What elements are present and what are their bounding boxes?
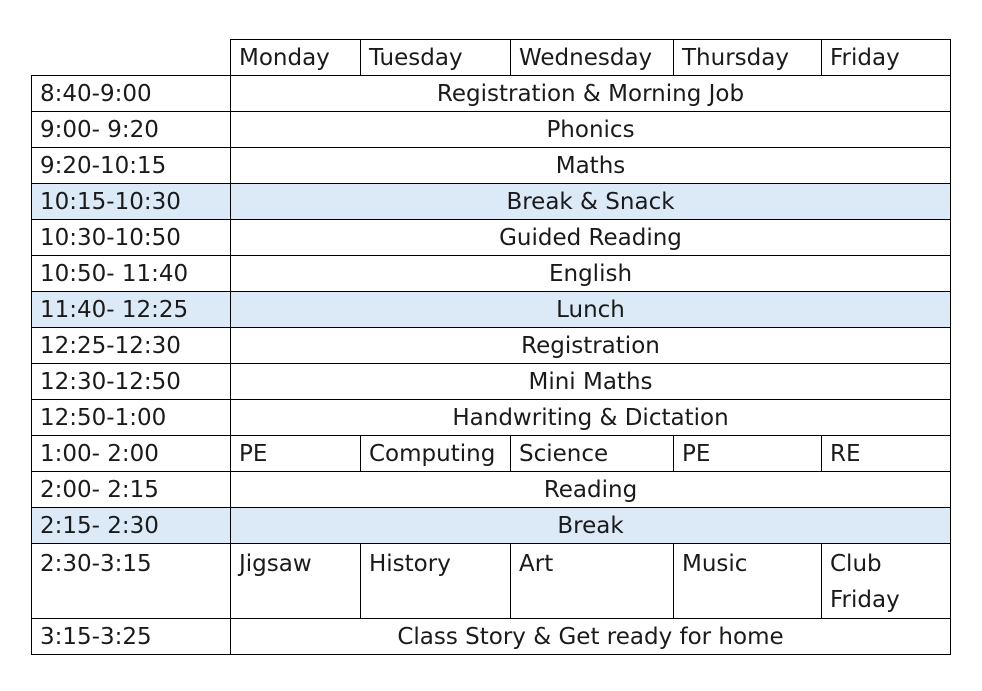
day-header-friday: Friday [822, 40, 951, 76]
lesson-cell-friday: Club Friday [822, 544, 951, 619]
activity-cell: Handwriting & Dictation [231, 400, 951, 436]
time-cell: 9:00- 9:20 [32, 112, 231, 148]
table-row [32, 544, 951, 619]
time-cell: 10:50- 11:40 [32, 256, 231, 292]
time-cell: 2:15- 2:30 [32, 508, 231, 544]
header-row [32, 40, 951, 76]
table-row [32, 328, 951, 364]
activity-cell: Registration & Morning Job [231, 76, 951, 112]
break-row [32, 508, 951, 544]
time-cell: 10:30-10:50 [32, 220, 231, 256]
timetable [31, 39, 951, 655]
time-cell: 11:40- 12:25 [32, 292, 231, 328]
table-row [32, 436, 951, 472]
activity-cell: Maths [231, 148, 951, 184]
activity-cell: Reading [231, 472, 951, 508]
time-cell: 12:25-12:30 [32, 328, 231, 364]
activity-cell: Lunch [231, 292, 951, 328]
day-header-tuesday: Tuesday [361, 40, 511, 76]
time-cell: 3:15-3:25 [32, 619, 231, 655]
table-row [32, 364, 951, 400]
lesson-cell-thursday: Music [674, 544, 822, 619]
table-row [32, 472, 951, 508]
time-cell: 8:40-9:00 [32, 76, 231, 112]
lesson-cell-friday: RE [822, 436, 951, 472]
lesson-cell-monday: PE [231, 436, 361, 472]
activity-cell: Class Story & Get ready for home [231, 619, 951, 655]
time-cell: 10:15-10:30 [32, 184, 231, 220]
break-row [32, 292, 951, 328]
corner-cell [32, 40, 231, 76]
table-row [32, 400, 951, 436]
day-header-thursday: Thursday [674, 40, 822, 76]
lesson-cell-monday: Jigsaw [231, 544, 361, 619]
activity-cell: Phonics [231, 112, 951, 148]
time-cell: 2:30-3:15 [32, 544, 231, 619]
day-header-monday: Monday [231, 40, 361, 76]
activity-cell: Break & Snack [231, 184, 951, 220]
day-header-wednesday: Wednesday [511, 40, 674, 76]
lesson-cell-wednesday: Science [511, 436, 674, 472]
table-row [32, 256, 951, 292]
time-cell: 12:30-12:50 [32, 364, 231, 400]
time-cell: 12:50-1:00 [32, 400, 231, 436]
table-row [32, 112, 951, 148]
time-cell: 1:00- 2:00 [32, 436, 231, 472]
activity-cell: Registration [231, 328, 951, 364]
lesson-cell-wednesday: Art [511, 544, 674, 619]
table-row [32, 148, 951, 184]
activity-cell: Guided Reading [231, 220, 951, 256]
table-row [32, 220, 951, 256]
break-row [32, 184, 951, 220]
time-cell: 9:20-10:15 [32, 148, 231, 184]
table-row [32, 76, 951, 112]
table-row [32, 619, 951, 655]
lesson-cell-thursday: PE [674, 436, 822, 472]
activity-cell: Mini Maths [231, 364, 951, 400]
time-cell: 2:00- 2:15 [32, 472, 231, 508]
lesson-cell-tuesday: Computing [361, 436, 511, 472]
activity-cell: English [231, 256, 951, 292]
lesson-cell-tuesday: History [361, 544, 511, 619]
activity-cell: Break [231, 508, 951, 544]
